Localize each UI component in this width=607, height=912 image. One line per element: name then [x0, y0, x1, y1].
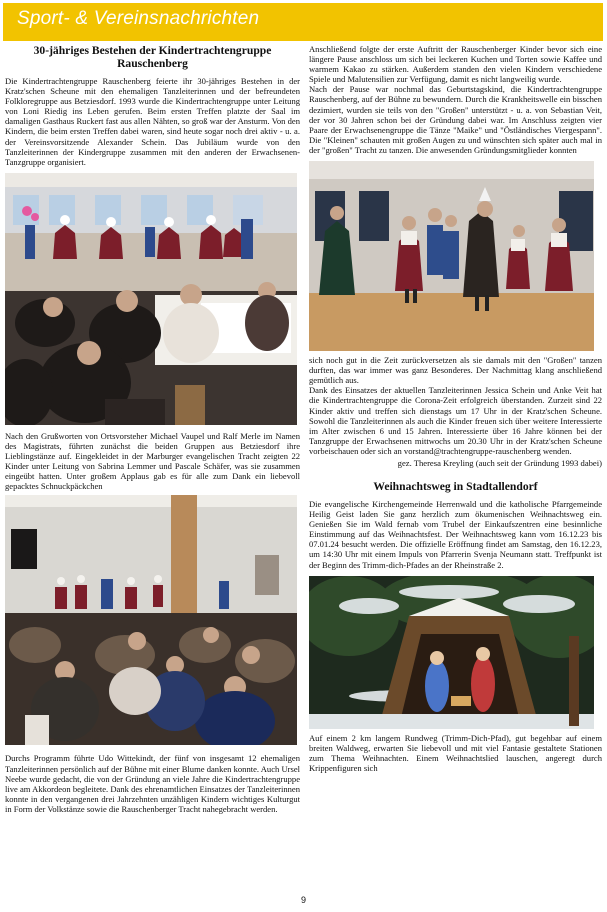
right-column: [309, 44, 602, 773]
photo-dance-performance: [309, 161, 594, 351]
article-paragraph: Anschließend folgte der erste Auftritt der Rauschenberger Kinder bevor sich eine längere Pause anschloss um sich bei leckeren Kuchen und Torten sowie Kaffee und warmem Kakao zu stärken. Außerdem standen den vielen Kindern verschiedene Spiele und Malutensilien zur Verfügung, damit es nicht langweilig wurde.: [309, 44, 602, 85]
article-paragraph: Durchs Programm führte Udo Wittekindt, der fünf von insgesamt 12 ehemaligen Tanzleiterinnen persönlich auf der Bühne mit einer Blume danken konnte. Auch Ursel Neebe wurde gedacht, die von der Gründung an viele Jahre die Kindertrachtengruppe live am Akkordeon begleitete. Dank des ehrenamtlichen Einsatzes der Tanzleiterinnen konnte in den vergangenen drei Jahrzehnten unzähligen Kindern wichtiges Kulturgut in Form der Volkstänze sowie die Rauschenberger Tracht nahegebracht werden.: [5, 753, 300, 814]
article-signature: gez. Theresa Kreyling (auch seit der Gründung 1993 dabei): [397, 457, 602, 468]
article-paragraph: Dank des Einsatzes der aktuellen Tanzleiterinnen Jessica Schein und Anke Veit hat die Kindertrachtengruppe die Corona-Zeit erfolgreich überstanden. Zurzeit sind 22 Kinder aktiv und treffen sich dienstags um 17 Uhr in der Kratz'schen Scheune. Sowohl die Tanzleiterinnen als auch die Kinder freuen sich über weitere Interessierte im Alter zwischen 6 und 15 Jahren. Interessierte über 16 Jahre können bei der Tanzgruppe der Erwachsenen mittwochs um 20.30 Uhr in der Kratz'schen Scheune vorbeischauen oder sich an vorstand@trachtengruppe-rauschenberg wenden.: [309, 385, 602, 456]
photo-dancing-children: [5, 173, 297, 425]
article-paragraph: Nach der Pause war nochmal das Geburtstagskind, die Kindertrachtengruppe Rauschenberg, auf der Bühne zu bewundern. Durch die Krankheitswelle ein bisschen dezimiert, wurden sie teils von den "Großen" unterstützt - u. a. von Sebastian Veit, der vor 30 Jahren schon bei der Gründung dabei war. Im Anschluss zeigten vier Paare der Erwachsenengruppe die Tänze "Maike" und "Östländisches Viergespann". Die "Kleinen" schauten mit großen Augen zu und wünschten sich später auch mal in der "großen" Tracht zu tanzen. Die anwesenden Gründungsmitglieder konnten: [309, 84, 602, 155]
section-title: Sport- & Vereinsnachrichten: [17, 8, 260, 29]
article-paragraph: Die Kindertrachtengruppe Rauschenberg feierte ihr 30-jähriges Bestehen in der Kratz'schen Scheune mit den ehemaligen Tanzleiterinnen und der befreundeten Folkloregruppe aus Betziesdorf. 1993 wurde die Kindertrachtengruppe unter Leitung von Loni Riedig ins Leben gerufen. Beim ersten Treffen platzte der Saal im damaligen Gasthaus Ruckert fast aus allen Nähten, so groß war der Ansturm. Von den Kindern, die beim ersten Treffen dabei waren, sind heute sogar noch drei aktiv - u. a. der Vereinsvorsitzende Alexander Schein. Das Jubiläum wurde von den Tanzleiterinnen der Kindergruppe zusammen mit den anderen der Erwachsenen-Tanzgruppe organisiert.: [5, 76, 300, 167]
photo-audience-hall: [5, 495, 297, 745]
article-paragraph: Auf einem 2 km langem Rundweg (Trimm-Dich-Pfad), gut begehbar auf einem breiten Waldweg, erwarten Sie liebevoll und mit viel Fantasie gestaltete Stationen zum Thema Weihnachten. Einem Weihnachtslied lauschen, angeregt durch Krippenfiguren sich: [309, 732, 602, 773]
article-paragraph: sich noch gut in die Zeit zurückversetzen als sie damals mit den "Großen" tanzen durften, das war immer was ganz Besonderes. Der Nachmittag klang anschließend gemütlich aus.: [309, 355, 602, 386]
article-paragraph: Nach den Grußworten von Ortsvorsteher Michael Vaupel und Ralf Merle im Namen des Magistrats, führten zunächst die beiden Gruppen aus Betziesdorf ihre Lieblingstänze auf. Eingekleidet in der Marburger evangelischen Tracht zeigten 22 Kinder unter Leitung von Sabrina Lemmer und Pascale Schäfer, was sie zusammen eingeübt hatten. Unter großem Applaus gab es für alle zum Dank ein liebevoll gepacktes Schnuckpäckchen: [5, 430, 300, 492]
section-banner: [3, 3, 603, 41]
photo-nativity-scene: [309, 576, 594, 729]
page-number: 9: [300, 895, 306, 905]
left-column: [5, 44, 300, 814]
article-title: Weihnachtsweg in Stadtallendorf: [373, 479, 538, 493]
article-title: 30-jähriges Bestehen der Kindertrachtengruppe Rauschenberg: [33, 44, 272, 70]
article-paragraph: Die evangelische Kirchengemeinde Herrenwald und die katholische Pfarrgemeinde Heilig Geist laden Sie ganz herzlich zum ökumenischen Weihnachtsweg ein. Genießen Sie im Wald fernab vom Trubel der Einkaufszentren eine besinnliche Einstimmung auf das Weihnachtsfest. Der Weihnachtsweg kann vom 16.12.23 bis 07.01.24 besucht werden. Die offizielle Eröffnung findet am Samstag, den 16.12.23, um 14:30 Uhr mit einem Impuls von Pfarrerin Svenja Neumann statt. Treffpunkt ist der Beginn des Trimm-dich-Pfades an der Rheinstraße 2.: [309, 498, 602, 570]
